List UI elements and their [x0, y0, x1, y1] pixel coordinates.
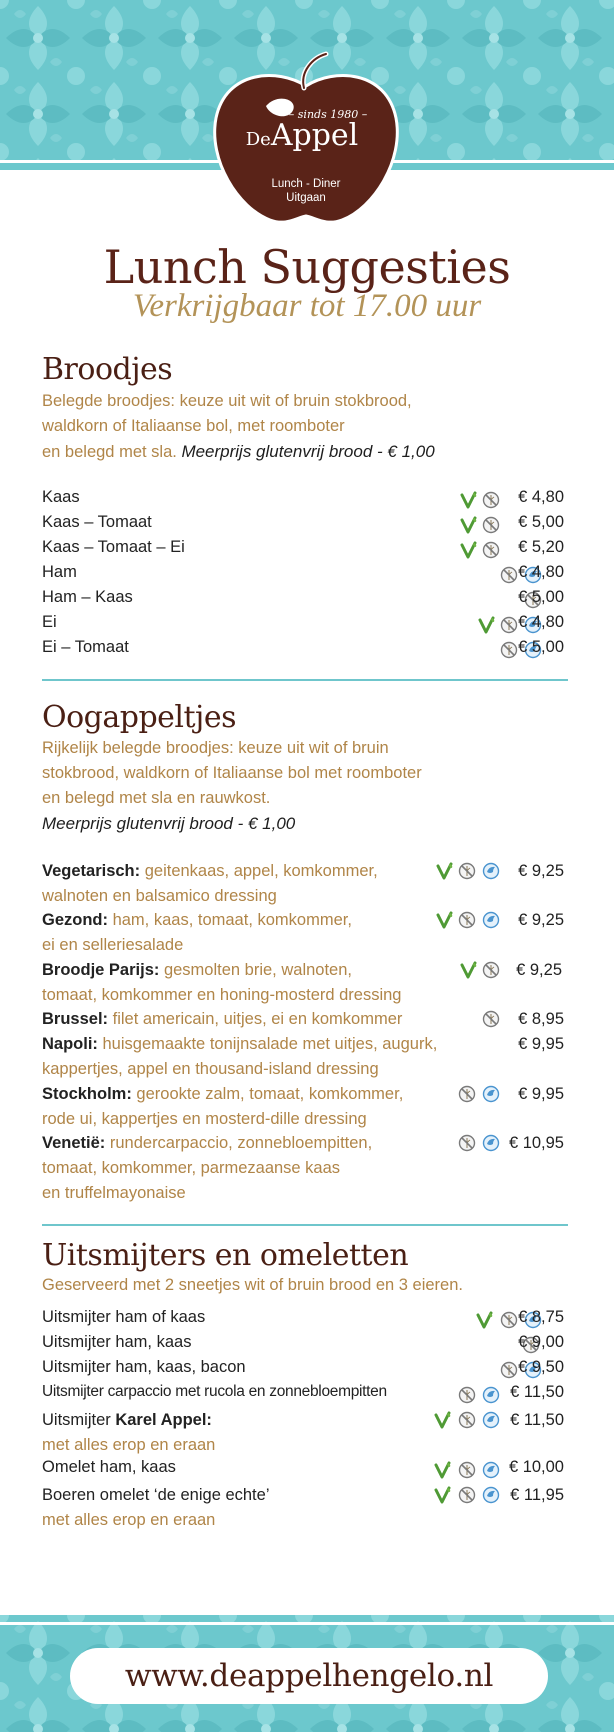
no-gluten-icon [482, 516, 500, 534]
vega-icon [436, 862, 454, 880]
item-label: Brussel: [42, 1010, 109, 1028]
section-title-broodjes: Broodjes [42, 352, 173, 387]
vega-icon [434, 1461, 452, 1479]
item-icons [460, 961, 500, 980]
no-gluten-icon [458, 862, 476, 880]
item-name: Ei – Tomaat [42, 638, 129, 656]
section-divider [42, 1224, 568, 1226]
item-price: € 8,95 [518, 1010, 564, 1028]
no-gluten-icon [458, 1134, 476, 1152]
no-gluten-icon [500, 616, 518, 634]
menu-item [42, 1082, 568, 1132]
no-gluten-icon [482, 961, 500, 979]
item-name: Omelet ham, kaas [42, 1458, 176, 1476]
item-icons [482, 1010, 502, 1029]
vega-icon [434, 1486, 452, 1504]
no-gluten-icon [458, 1386, 476, 1404]
desc-line: waldkorn of Italiaanse bol, met roomboter [42, 417, 345, 435]
oogappeltjes-description [42, 736, 422, 836]
logo-tagline-2: Uitgaan [286, 192, 326, 204]
lactose-icon [482, 1085, 500, 1103]
desc-line [42, 439, 435, 465]
item-price: € 9,25 [518, 862, 564, 880]
item-name: Uitsmijter ham, kaas [42, 1333, 192, 1351]
menu-item [42, 958, 568, 1008]
item-price: € 10,00 [508, 1458, 564, 1476]
item-name: Ham [42, 563, 77, 581]
menu-item [42, 613, 568, 638]
item-text: rundercarpaccio, zonnebloempitten, [105, 1134, 373, 1152]
menu-item [42, 1333, 568, 1358]
menu-item [42, 563, 568, 588]
desc-line: Rijkelijk belegde broodjes: keuze uit wit of bruin [42, 739, 389, 757]
no-gluten-icon [482, 1010, 500, 1028]
desc-line: stokbrood, waldkorn of Italiaanse bol met roomboter [42, 764, 422, 782]
menu-item [42, 488, 568, 513]
menu-item [42, 1383, 568, 1408]
item-icons [458, 1386, 498, 1405]
menu-item [42, 859, 568, 909]
item-name: Kaas – Tomaat – Ei [42, 538, 185, 556]
item-price: € 9,00 [518, 1333, 564, 1351]
menu-item [42, 638, 568, 663]
menu-item [42, 1131, 568, 1206]
desc-text: en belegd met sla. [42, 443, 177, 461]
bottom-white-rule [0, 1622, 614, 1625]
item-text: ham, kaas, tomaat, komkommer, [108, 911, 352, 929]
item-name: Boeren omelet ‘de enige echte’ [42, 1486, 270, 1504]
lactose-icon [482, 911, 500, 929]
no-gluten-icon [458, 1486, 476, 1504]
logo-tagline-1: Lunch - Diner [271, 178, 341, 190]
uitsmijters-description [42, 1273, 463, 1298]
item-line: walnoten en balsamico dressing [42, 887, 277, 905]
item-text: geitenkaas, appel, komkommer, [140, 862, 378, 880]
vega-icon [476, 1311, 494, 1329]
item-price: € 5,20 [518, 538, 564, 556]
page-subtitle: Verkrijgbaar tot 17.00 uur [132, 288, 482, 324]
item-text: filet americain, uitjes, ei en komkommer [108, 1010, 403, 1028]
item-line [42, 1032, 568, 1057]
no-gluten-icon [500, 1361, 518, 1379]
no-gluten-icon [458, 1461, 476, 1479]
item-icons [458, 1085, 498, 1104]
item-price: € 5,00 [518, 638, 564, 656]
item-subline: met alles erop en eraan [42, 1436, 216, 1454]
section-divider [42, 679, 568, 681]
item-text: gesmolten brie, walnoten, [159, 961, 352, 979]
broodjes-description [42, 389, 435, 465]
item-icons [434, 1461, 498, 1480]
item-price: € 11,95 [510, 1486, 564, 1504]
item-price: € 8,75 [518, 1308, 564, 1326]
vega-icon [434, 1411, 452, 1429]
item-price: € 5,00 [518, 513, 564, 531]
desc-line: en belegd met sla en rauwkost. [42, 789, 271, 807]
no-gluten-icon [500, 566, 518, 584]
menu-item [42, 1358, 568, 1383]
item-label: Vegetarisch: [42, 862, 141, 880]
menu-item [42, 538, 568, 563]
item-name: Uitsmijter [42, 1411, 116, 1429]
item-label: Stockholm: [42, 1085, 132, 1103]
menu-item [42, 1007, 568, 1032]
item-line: tomaat, komkommer, parmezaanse kaas [42, 1159, 341, 1177]
item-name: Kaas – Tomaat [42, 513, 152, 531]
section-title-oogappeltjes: Oogappeltjes [42, 700, 237, 735]
item-name: Uitsmijter carpaccio met rucola en zonnebloempitten [42, 1383, 387, 1400]
vega-icon [436, 911, 454, 929]
lactose-icon [482, 1486, 500, 1504]
menu-item [42, 908, 568, 958]
item-line: tomaat, komkommer en honing-mosterd dressing [42, 986, 402, 1004]
item-name-bold: Karel Appel: [115, 1411, 212, 1429]
menu-item [42, 1408, 568, 1458]
no-gluten-icon [482, 541, 500, 559]
lactose-icon [482, 1386, 500, 1404]
item-price: € 4,80 [518, 488, 564, 506]
item-label: Napoli: [42, 1035, 98, 1053]
item-name: Ei [42, 613, 57, 631]
item-icons [460, 516, 500, 535]
item-price: € 9,25 [516, 961, 562, 979]
item-name: Kaas [42, 488, 80, 506]
menu-item [42, 1308, 568, 1333]
menu-item [42, 588, 568, 613]
no-gluten-icon [458, 911, 476, 929]
glutenfree-note: Meerprijs glutenvrij brood - € 1,00 [181, 442, 435, 461]
page-title: Lunch Suggesties [103, 240, 511, 294]
logo-since: – sinds 1980 – [288, 108, 368, 121]
item-icons [458, 1134, 498, 1153]
lactose-icon [482, 1134, 500, 1152]
menu-item [42, 1483, 568, 1533]
item-label: Broodje Parijs: [42, 961, 160, 979]
item-icons [434, 1486, 498, 1505]
glutenfree-note: Meerprijs glutenvrij brood - € 1,00 [42, 814, 296, 833]
item-price: € 11,50 [510, 1411, 564, 1429]
menu-item [42, 513, 568, 538]
item-line: ei en selleriesalade [42, 936, 184, 954]
no-gluten-icon [458, 1411, 476, 1429]
lactose-icon [482, 1461, 500, 1479]
logo [208, 48, 404, 232]
item-line: en truffelmayonaise [42, 1184, 186, 1202]
item-price: € 11,50 [510, 1383, 564, 1401]
item-price: € 9,95 [518, 1035, 564, 1053]
item-text: gerookte zalm, tomaat, komkommer, [131, 1085, 404, 1103]
vega-icon [478, 616, 496, 634]
item-name: Ham – Kaas [42, 588, 133, 606]
menu-item [42, 1458, 568, 1483]
vega-icon [460, 491, 478, 509]
section-title-uitsmijters: Uitsmijters en omeletten [42, 1238, 409, 1273]
item-icons [434, 1411, 498, 1430]
item-name: Uitsmijter ham, kaas, bacon [42, 1358, 246, 1376]
item-price: € 9,50 [518, 1358, 564, 1376]
vega-icon [460, 541, 478, 559]
item-line: rode ui, kappertjes en mosterd-dille dressing [42, 1110, 367, 1128]
vega-icon [460, 516, 478, 534]
logo-name-prefix: De [245, 129, 271, 150]
desc-line: Belegde broodjes: keuze uit wit of bruin stokbrood, [42, 392, 412, 410]
item-price: € 10,95 [508, 1134, 564, 1152]
no-gluten-icon [458, 1085, 476, 1103]
item-icons [460, 541, 500, 560]
item-subline: met alles erop en eraan [42, 1511, 216, 1529]
website-url-link[interactable]: www.deappelhengelo.nl [70, 1648, 548, 1704]
item-icons [436, 911, 500, 930]
item-price: € 9,95 [518, 1085, 564, 1103]
logo-name [204, 118, 400, 153]
item-text: huisgemaakte tonijnsalade met uitjes, augurk, [97, 1035, 438, 1053]
menu-item [42, 1032, 568, 1082]
item-line: kappertjes, appel en thousand-island dressing [42, 1060, 379, 1078]
item-icons [436, 862, 500, 881]
no-gluten-icon [500, 1311, 518, 1329]
item-price: € 4,80 [518, 613, 564, 631]
vega-icon [460, 961, 478, 979]
lactose-icon [482, 862, 500, 880]
item-price: € 9,25 [518, 911, 564, 929]
item-icons [460, 491, 500, 510]
desc-line: Geserveerd met 2 sneetjes wit of bruin brood en 3 eieren. [42, 1276, 463, 1294]
item-label: Venetië: [42, 1134, 106, 1152]
item-label: Gezond: [42, 911, 108, 929]
item-name: Uitsmijter ham of kaas [42, 1308, 206, 1326]
no-gluten-icon [500, 641, 518, 659]
item-price: € 5,00 [518, 588, 564, 606]
no-gluten-icon [482, 491, 500, 509]
lactose-icon [482, 1411, 500, 1429]
logo-name-main: Appel [270, 118, 359, 153]
item-price: € 4,80 [518, 563, 564, 581]
